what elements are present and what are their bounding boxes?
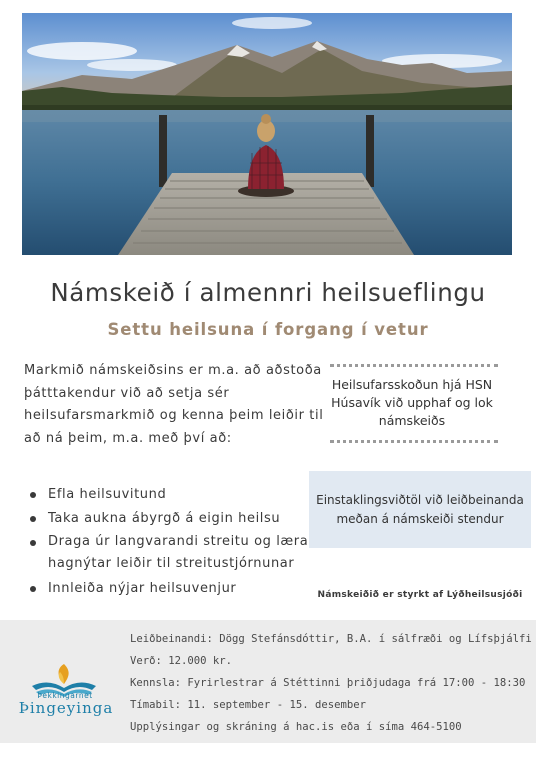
bullet-icon — [30, 492, 36, 498]
bullet-icon — [30, 586, 36, 592]
schedule-line: Kennsla: Fyrirlestrar á Stéttinni þriðjudaga frá 17:00 - 18:30 — [130, 677, 526, 689]
book-flame-logo-icon — [24, 650, 104, 730]
list-item: Taka aukna ábyrgð á eigin heilsu — [28, 507, 328, 531]
info-line: Upplýsingar og skráning á hac.is eða í síma 464-5100 — [130, 721, 462, 733]
list-item: Efla heilsuvitund — [28, 483, 328, 507]
divider-top — [330, 364, 498, 367]
bullet-icon — [30, 516, 36, 522]
period-line: Tímabil: 11. september - 15. desember — [130, 699, 366, 711]
grant-notice: Námskeiðið er styrkt af Lýðheilsusjóði — [317, 590, 523, 600]
lake-pier-illustration — [22, 13, 512, 255]
page-title: Námskeið í almennri heilsueflingu — [50, 278, 486, 307]
goals-list — [28, 483, 328, 601]
logo-line1: Þekkingarnet — [37, 691, 93, 700]
divider-bottom — [330, 440, 498, 443]
instructor-line: Leiðbeinandi: Dögg Stefánsdóttir, B.A. í sálfræði og Lífsþjálfi — [130, 633, 532, 645]
bullet-icon — [30, 540, 36, 546]
page-subtitle: Settu heilsuna í forgang í vetur — [107, 320, 429, 339]
intro-paragraph: Markmið námskeiðsins er m.a. að aðstoða þátttakendur við að setja sér heilsufarsmarkmið og kenna þeim leiðir til að ná þeim, m.a. með því að: — [24, 363, 324, 446]
list-item: Draga úr langvarandi streitu og læra hagnýtar leiðir til streitustjórnunar — [28, 531, 328, 575]
health-check-callout: Heilsufarsskoðun hjá HSN Húsavík við upphaf og lok námskeiðs — [331, 377, 493, 428]
interviews-callout: Einstaklingsviðtöl við leiðbeinanda meðan á námskeiði stendur — [309, 471, 531, 548]
list-item: Innleiða nýjar heilsuvenjur — [28, 577, 328, 601]
price-line: Verð: 12.000 kr. — [130, 655, 233, 667]
logo-line2: Þingeyinga — [18, 699, 114, 717]
hero-photo — [22, 13, 512, 255]
course-details — [130, 628, 530, 738]
